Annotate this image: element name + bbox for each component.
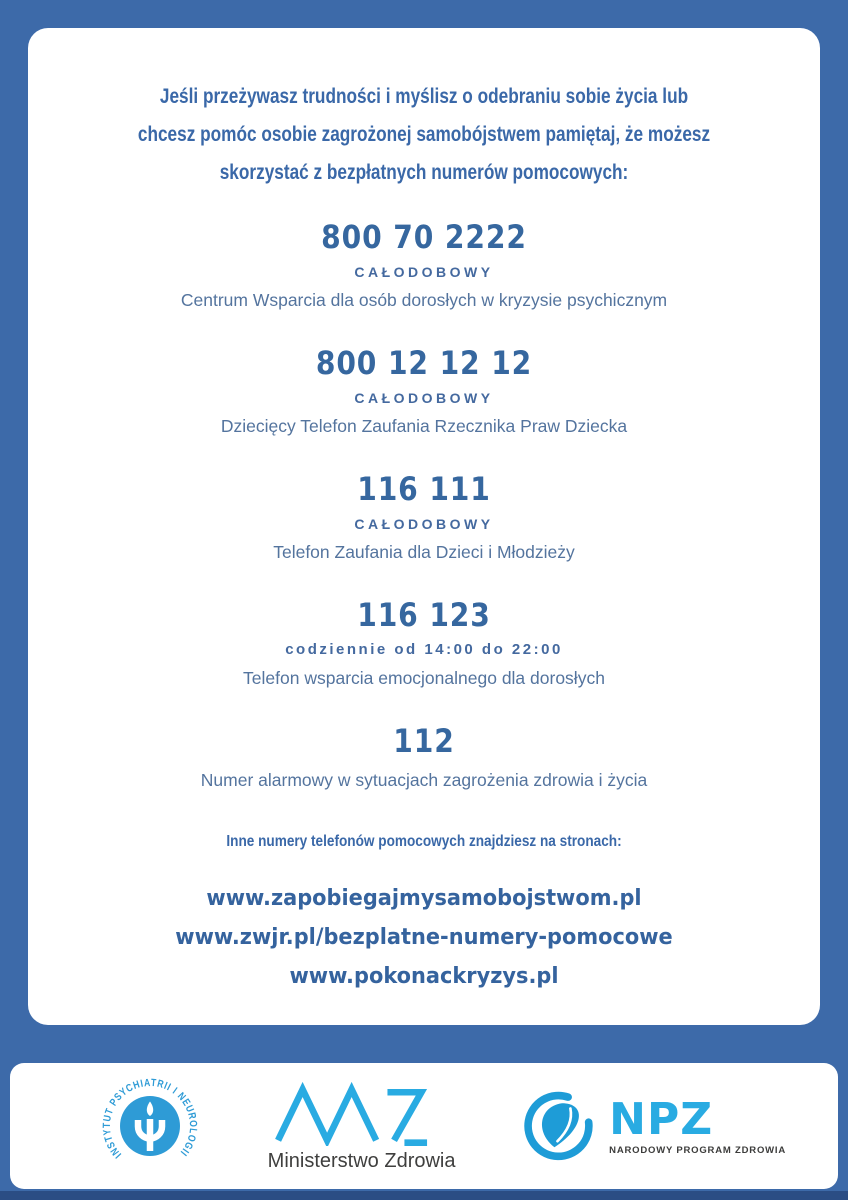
mz-zigzag-icon	[272, 1080, 452, 1146]
website-link-zapobiegajmysamobojstwom[interactable]: www.zapobiegajmysamobojstwom.pl	[206, 886, 642, 911]
intro-line-1: Jeśli przeżywasz trudności i myślisz o odebraniu sobie życia lub	[159, 85, 689, 108]
mz-logo-label: Ministerstwo Zdrowia	[267, 1150, 456, 1172]
npz-logo	[521, 1086, 786, 1166]
website-link-zwjr[interactable]: www.zwjr.pl/bezplatne-numery-pomocowe	[175, 925, 673, 950]
npz-text	[609, 1093, 786, 1156]
psi-candle-icon	[98, 1074, 202, 1178]
helpline-availability: CAŁODOBOWY	[354, 264, 494, 280]
helpline-116-123	[28, 594, 820, 690]
helpline-description: Numer alarmowy w sytuacjach zagrożenia zdrowia i życia	[200, 770, 648, 790]
helpline-number: 116 111	[357, 470, 491, 508]
helpline-availability: CAŁODOBOWY	[354, 390, 494, 406]
helpline-number: 800 12 12 12	[315, 344, 533, 382]
helpline-number: 800 70 2222	[321, 218, 527, 256]
npz-leaf-icon	[521, 1086, 597, 1166]
helpline-116-111	[28, 468, 820, 564]
helpline-112	[28, 720, 820, 792]
bottom-accent-strip	[0, 1191, 848, 1200]
helpline-availability: codziennie od 14:00 do 22:00	[285, 641, 563, 658]
websites-list	[28, 879, 820, 996]
helplines-card	[28, 28, 820, 1025]
helpline-800-70-2222	[28, 216, 820, 312]
npz-abbr: NPZ	[609, 1093, 714, 1145]
helpline-800-12-12-12	[28, 342, 820, 438]
more-info-heading: Inne numery telefonów pomocowych znajdziesz na stronach:	[226, 833, 622, 850]
npz-caption: NARODOWY PROGRAM ZDROWIA	[609, 1144, 786, 1156]
intro-line-3: skorzystać z bezpłatnych numerów pomocowych:	[219, 161, 629, 184]
footer-logos-bar	[10, 1063, 838, 1189]
ipin-circle-text: INSTYTUT PSYCHIATRII I NEUROLOGII	[100, 1076, 200, 1161]
helpline-description: Telefon Zaufania dla Dzieci i Młodzieży	[273, 542, 575, 562]
website-link-pokonackryzys[interactable]: www.pokonackryzys.pl	[289, 964, 559, 989]
mz-logo	[268, 1080, 456, 1172]
helpline-number: 116 123	[357, 596, 491, 634]
helpline-description: Centrum Wsparcia dla osób dorosłych w kryzysie psychicznym	[180, 290, 668, 310]
intro-line-2: chcesz pomóc osobie zagrożonej samobójstwem pamiętaj, że możesz	[137, 123, 711, 146]
helpline-description: Dziecięcy Telefon Zaufania Rzecznika Praw Dziecka	[220, 416, 628, 436]
helpline-availability: CAŁODOBOWY	[354, 516, 494, 532]
helplines-list	[28, 216, 820, 792]
ipin-logo	[98, 1074, 202, 1178]
helpline-number: 112	[393, 722, 455, 760]
helpline-description: Telefon wsparcia emocjonalnego dla dorosłych	[243, 668, 605, 688]
intro-text	[99, 28, 748, 192]
